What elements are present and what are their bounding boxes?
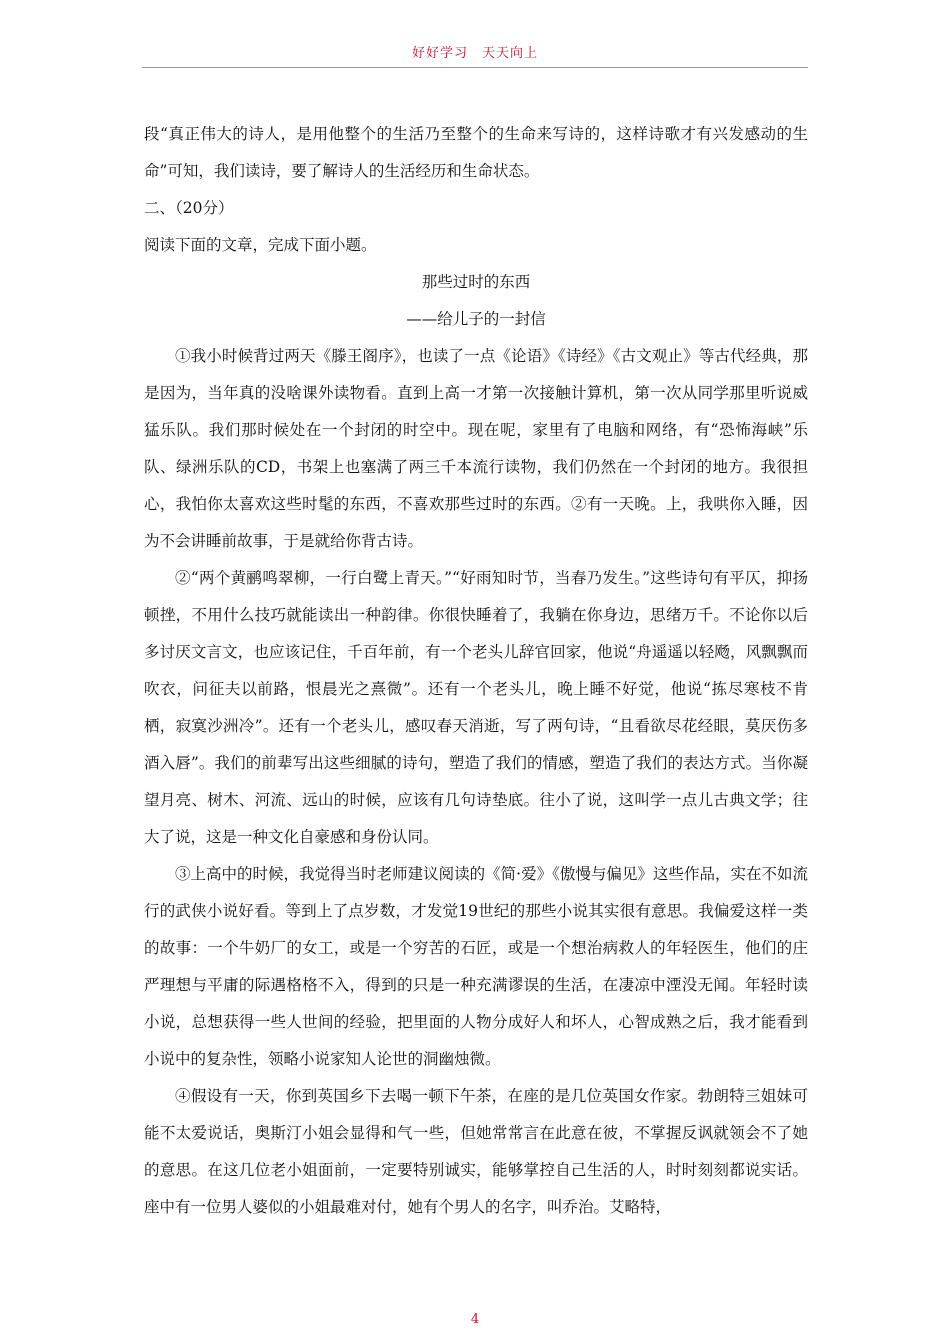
document-body — [144, 116, 808, 1226]
reading-instruction: 阅读下面的文章，完成下面小题。 — [144, 236, 377, 254]
header-divider — [142, 67, 808, 68]
page-header: 好好学习 天天向上 — [411, 46, 538, 61]
paragraph-2: ②“两个黄鹂鸣翠柳，一行白鹭上青天。”“好雨知时节，当春乃发生。”这些诗句有平仄，抑扬顿挫，不用什么技巧就能读出一种韵律。你很快睡着了，我躺在你身边，思绪万千。不论你以后多讨厌文言文，也应该记住，千百年前，有一个老头儿辞官回家，他说“舟遥遥以轻飏，风飘飘而吹衣，问征夫以前路，恨晨光之熹微”。还有一个老头儿，晚上睡不好觉，他说“拣尽寒枝不肯栖，寂寞沙洲冷”。还有一个老头儿，感叹春天消逝，写了两句诗，“且看欲尽花经眼，莫厌伤多酒入唇”。我们的前辈写出这些细腻的诗句，塑造了我们的情感，塑造了我们的表达方式。当你凝望月亮、树木、河流、远山的时候，应该有几句诗垫底。往小了说，这叫学一点儿古典文学；往大了说，这是一种文化自豪感和身份认同。 — [144, 569, 808, 846]
paragraph-3: ③上高中的时候，我觉得当时老师建议阅读的《简·爱》《傲慢与偏见》这些作品，实在不如流行的武侠小说好看。等到上了点岁数，才发觉19世纪的那些小说其实很有意思。我偏爱这样一类的故事：一个牛奶厂的女工，或是一个穷苦的石匠，或是一个想治病救人的年轻医生，他们的庄严理想与平庸的际遇格格不入，得到的只是一种充满谬误的生活，在凄凉中湮没无闻。年轻时读小说，总想获得一些人世间的经验，把里面的人物分成好人和坏人，心智成熟之后，我才能看到小说中的复杂性，领略小说家知人论世的洞幽烛微。 — [144, 865, 808, 1068]
page-number: 4 — [470, 1312, 480, 1327]
paragraph-1: ①我小时候背过两天《滕王阁序》，也读了一点《论语》《诗经》《古文观止》等古代经典，那是因为，当年真的没啥课外读物看。直到上高一才第一次接触计算机，第一次从同学那里听说威猛乐队。我们那时候处在一个封闭的时空中。现在呢，家里有了电脑和网络，有“恐怖海峡”乐队、绿洲乐队的CD，书架上也塞满了两三千本流行读物，我们仍然在一个封闭的地方。我很担心，我怕你太喜欢这些时髦的东西，不喜欢那些过时的东西。②有一天晚。上，我哄你入睡，因为不会讲睡前故事，于是就给你背古诗。 — [144, 347, 808, 550]
section-heading: 二、（20分） — [144, 199, 234, 217]
article-title: 那些过时的东西 — [421, 273, 531, 291]
paragraph-continued: 段“真正伟大的诗人，是用他整个的生活乃至整个的生命来写诗的，这样诗歌才有兴发感动的生命”可知，我们读诗，要了解诗人的生活经历和生命状态。 — [144, 125, 808, 180]
article-subtitle: ——给儿子的一封信 — [406, 310, 546, 328]
paragraph-4: ④假设有一天，你到英国乡下去喝一顿下午茶，在座的是几位英国女作家。勃朗特三姐妹可能不太爱说话，奥斯汀小姐会显得和气一些，但她常常言在此意在彼，不掌握反讽就领会不了她的意思。在这几位老小姐面前，一定要特别诚实，能够掌控自己生活的人，时时刻刻都说实话。座中有一位男人婆似的小姐最难对付，她有个男人的名字，叫乔治。艾略特， — [144, 1087, 808, 1216]
